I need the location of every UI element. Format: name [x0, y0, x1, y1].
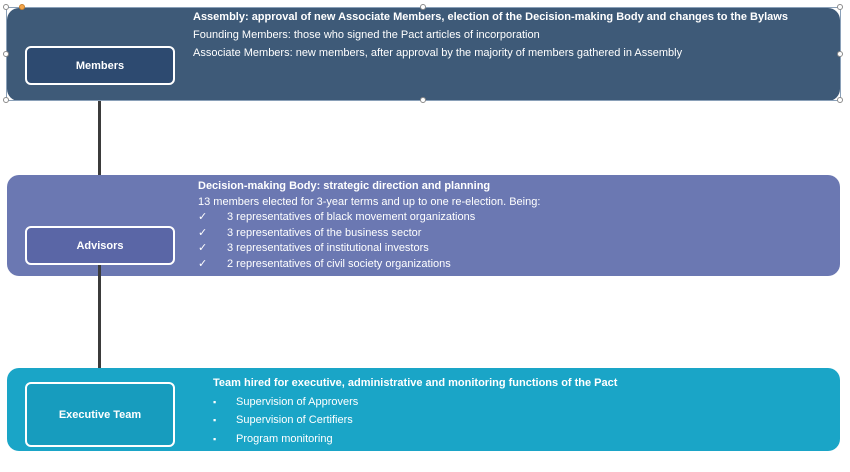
advisors-bullet — [198, 257, 540, 273]
resize-handle-top-right[interactable] — [837, 4, 843, 10]
advisors-bullet-text: 2 representatives of civil society organizations — [227, 257, 451, 270]
advisors-bullet-text: 3 representatives of black movement organizations — [227, 211, 476, 223]
resize-handle-top[interactable] — [420, 4, 426, 10]
resize-handle-bottom-left[interactable] — [3, 97, 9, 103]
check-icon: ✓ — [198, 257, 208, 270]
advisors-bullet — [198, 226, 540, 242]
check-icon: ✓ — [198, 211, 208, 223]
members-node[interactable] — [25, 46, 175, 85]
advisors-title: Decision-making Body: strategic direction and planning — [198, 180, 491, 192]
square-bullet-icon: ▪ — [213, 415, 217, 425]
resize-handle-top-left[interactable] — [3, 4, 9, 10]
executive-bullet — [213, 432, 617, 451]
resize-handle-bottom-right[interactable] — [837, 97, 843, 103]
members-description — [193, 10, 788, 64]
advisors-bullet — [198, 210, 540, 226]
advisors-node[interactable] — [25, 226, 175, 265]
square-bullet-icon: ▪ — [213, 433, 217, 444]
square-bullet-icon: ▪ — [213, 396, 217, 407]
advisors-bullet — [198, 241, 540, 257]
executive-title: Team hired for executive, administrative and monitoring functions of the Pact — [213, 377, 618, 389]
members-line: Associate Members: new members, after approval by the majority of members gathered in Assembly — [193, 47, 683, 59]
rotate-handle[interactable] — [19, 4, 25, 10]
executive-node-label: Executive Team — [58, 408, 142, 421]
executive-node[interactable] — [25, 382, 175, 447]
advisors-bullet-text: 3 representatives of institutional investors — [227, 242, 429, 254]
resize-handle-bottom[interactable] — [420, 97, 426, 103]
members-title: Assembly: approval of new Associate Members, election of the Decision-making Body and changes to the Bylaws — [193, 11, 788, 23]
executive-bullet-text: Program monitoring — [236, 432, 333, 445]
executive-description — [213, 376, 617, 450]
advisors-node-label: Advisors — [76, 239, 124, 252]
advisors-intro: 13 members elected for 3-year terms and up to one re-election. Being: — [198, 195, 541, 208]
members-line: Founding Members: those who signed the Pact articles of incorporation — [193, 29, 540, 41]
executive-bullet-text: Supervision of Approvers — [236, 395, 359, 408]
check-icon: ✓ — [198, 226, 208, 239]
advisors-description — [198, 179, 540, 272]
resize-handle-left[interactable] — [3, 51, 9, 57]
executive-bullet — [213, 413, 617, 432]
check-icon: ✓ — [198, 242, 208, 254]
members-node-label: Members — [75, 59, 125, 72]
resize-handle-right[interactable] — [837, 51, 843, 57]
advisors-bullet-text: 3 representatives of the business sector — [227, 226, 422, 239]
executive-bullet-text: Supervision of Certifiers — [236, 414, 353, 426]
executive-bullet — [213, 395, 617, 414]
